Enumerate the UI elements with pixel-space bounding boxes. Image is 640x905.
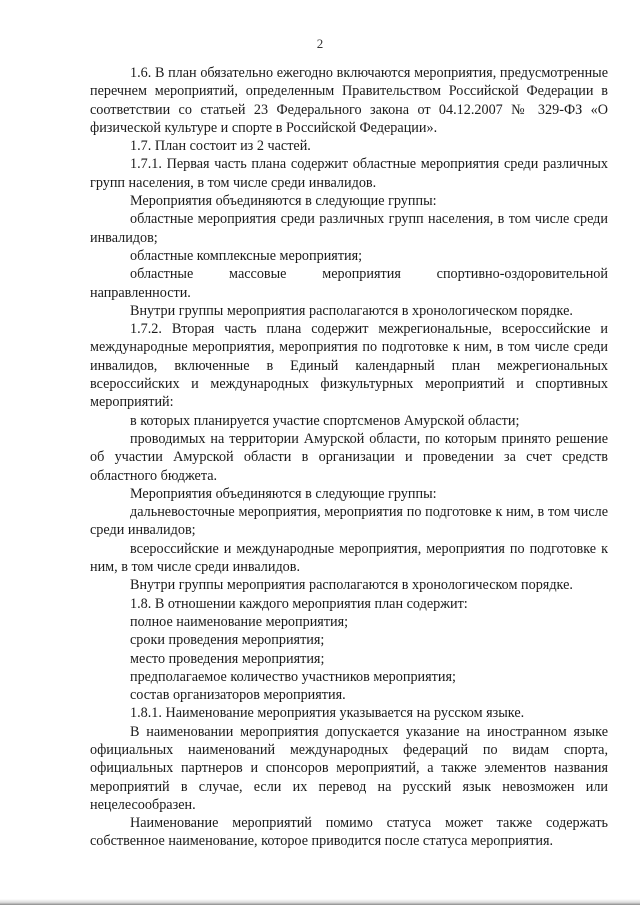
- paragraph: Наименование мероприятий помимо статуса может также содержать собственное наименование, которое приводится после статуса мероприятия.: [90, 815, 608, 850]
- paragraph: дальневосточные мероприятия, мероприятия по подготовке к ним, в том числе среди инвалидов;: [90, 504, 608, 539]
- paragraph: областные мероприятия среди различных групп населения, в том числе среди инвалидов;: [90, 211, 608, 246]
- paragraph: полное наименование мероприятия;: [130, 613, 349, 630]
- scan-edge-shadow: [0, 899, 640, 905]
- paragraph: 1.7.2. Вторая часть плана содержит межрегиональные, всероссийские и международные мероприятия, мероприятия по подготовке к ним, в том числе среди инвалидов, включенные в Единый календарный план межрегиональных всероссийских и международных физкультурных мероприятий и спортивных мероприятий:: [90, 321, 608, 411]
- paragraph: 1.8.1. Наименование мероприятия указывается на русском языке.: [130, 705, 525, 722]
- page-number: 2: [316, 36, 324, 51]
- document-body: [90, 64, 608, 851]
- paragraph: предполагаемое количество участников мероприятия;: [130, 668, 456, 685]
- paragraph: состав организаторов мероприятия.: [130, 687, 346, 704]
- paragraph: областные массовые мероприятия спортивно-оздоровительной направленности.: [90, 266, 608, 301]
- paragraph: 1.7.1. Первая часть плана содержит областные мероприятия среди различных групп населения, в том числе среди инвалидов.: [90, 156, 608, 191]
- paragraph: 1.7. План состоит из 2 частей.: [130, 138, 311, 155]
- paragraph: областные комплексные мероприятия;: [130, 247, 363, 264]
- paragraph: 1.6. В план обязательно ежегодно включаются мероприятия, предусмотренные перечнем мероприятий, определенным Правительством Российской Федерации в соответствии со статьей 23 Федерального закона от 04.12.2007 № 329-ФЗ «О физической культуре и спорте в Российской Федерации».: [90, 65, 608, 136]
- paragraph: сроки проведения мероприятия;: [130, 632, 325, 649]
- paragraph: место проведения мероприятия;: [130, 650, 325, 667]
- paragraph: всероссийские и международные мероприятия, мероприятия по подготовке к ним, в том числе среди инвалидов.: [90, 540, 608, 576]
- paragraph: Внутри группы мероприятия располагаются в хронологическом порядке.: [130, 577, 573, 594]
- paragraph: Внутри группы мероприятия располагаются в хронологическом порядке.: [130, 302, 573, 319]
- paragraph: проводимых на территории Амурской области, по которым принято решение об участии Амурской области в организации и проведении за счет средств областного бюджета.: [90, 430, 608, 484]
- paragraph: Мероприятия объединяются в следующие группы:: [130, 485, 437, 502]
- paragraph: 1.8. В отношении каждого мероприятия план содержит:: [130, 595, 468, 612]
- paragraph: В наименовании мероприятия допускается указание на иностранном языке официальных наименований международных федераций по видам спорта, официальных партнеров и спонсоров мероприятий, а также элементов названия мероприятий в случае, если их перевод на русский язык невозможен или нецелесообразен.: [90, 723, 608, 813]
- paragraph: в которых планируется участие спортсменов Амурской области;: [130, 412, 520, 429]
- paragraph: Мероприятия объединяются в следующие группы:: [130, 193, 437, 210]
